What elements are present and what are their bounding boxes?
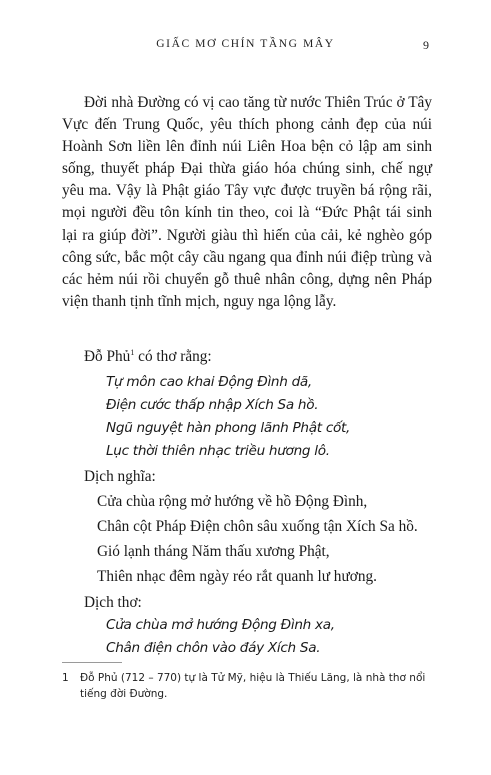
translation-line: Cửa chùa rộng mở hướng về hồ Động Đình, — [97, 493, 368, 510]
page-header — [0, 38, 491, 56]
original-verse: Ngũ nguyệt hàn phong lãnh Phật cốt, — [106, 420, 351, 436]
translation-line: Gió lạnh tháng Năm thấu xương Phật, — [97, 543, 330, 560]
poem-intro-author: Đỗ Phủ — [84, 348, 131, 365]
footnote-mark: 1 — [62, 672, 69, 684]
footnote-reference: 1 — [130, 347, 135, 357]
original-verse: Tự môn cao khai Động Đình dã, — [106, 374, 312, 390]
poem-translation-line: Cửa chùa mở hướng Động Đình xa, — [106, 617, 335, 633]
original-verse: Điện cước thấp nhập Xích Sa hồ. — [106, 397, 319, 413]
translation-line: Thiên nhạc đêm ngày réo rắt quanh lư hương. — [97, 568, 377, 585]
poem-intro — [84, 348, 212, 366]
original-verse: Lục thời thiên nhạc triều hương lô. — [106, 443, 330, 459]
translation-line: Chân cột Pháp Điện chôn sâu xuống tận Xích Sa hồ. — [97, 518, 418, 535]
footnote-text: Đỗ Phủ (712 – 770) tự là Tử Mỹ, hiệu là Thiếu Lăng, là nhà thơ nổi tiếng đời Đường. — [80, 672, 426, 700]
poem-translation-line: Chân điện chôn vào đáy Xích Sa. — [106, 640, 321, 656]
body-paragraph: Đời nhà Đường có vị cao tăng từ nước Thiên Trúc ở Tây Vực đến Trung Quốc, yêu thích phong cảnh đẹp của núi Hoành Sơn liền lên đỉnh núi Liên Hoa bện cỏ lập am sinh sống, thuyết pháp Đại thừa giáo hóa chúng sinh, chế ngự yêu ma. Vậy là Phật giáo Tây vực được truyền bá rộng rãi, mọi người đều tôn kính tin theo, coi là “Đức Phật tái sinh lại ra giúp đời”. Người giàu thì hiến của cải, kẻ nghèo góp công sức, bắc một cây cầu ngang qua đỉnh núi điệp trùng và các hẻm núi rồi chuyển gỗ thuê nhân công, dựng nên Pháp viện thanh tịnh tĩnh mịch, nguy nga lộng lẫy. — [62, 94, 432, 310]
translation-label: Dịch nghĩa: — [84, 468, 156, 485]
page-number: 9 — [423, 38, 429, 52]
running-title: GIẤC MƠ CHÍN TẦNG MÂY — [156, 38, 335, 50]
poem-translation-label: Dịch thơ: — [84, 594, 142, 611]
poem-intro-rest: có thơ rằng: — [134, 348, 212, 365]
footnote-divider — [62, 662, 122, 663]
